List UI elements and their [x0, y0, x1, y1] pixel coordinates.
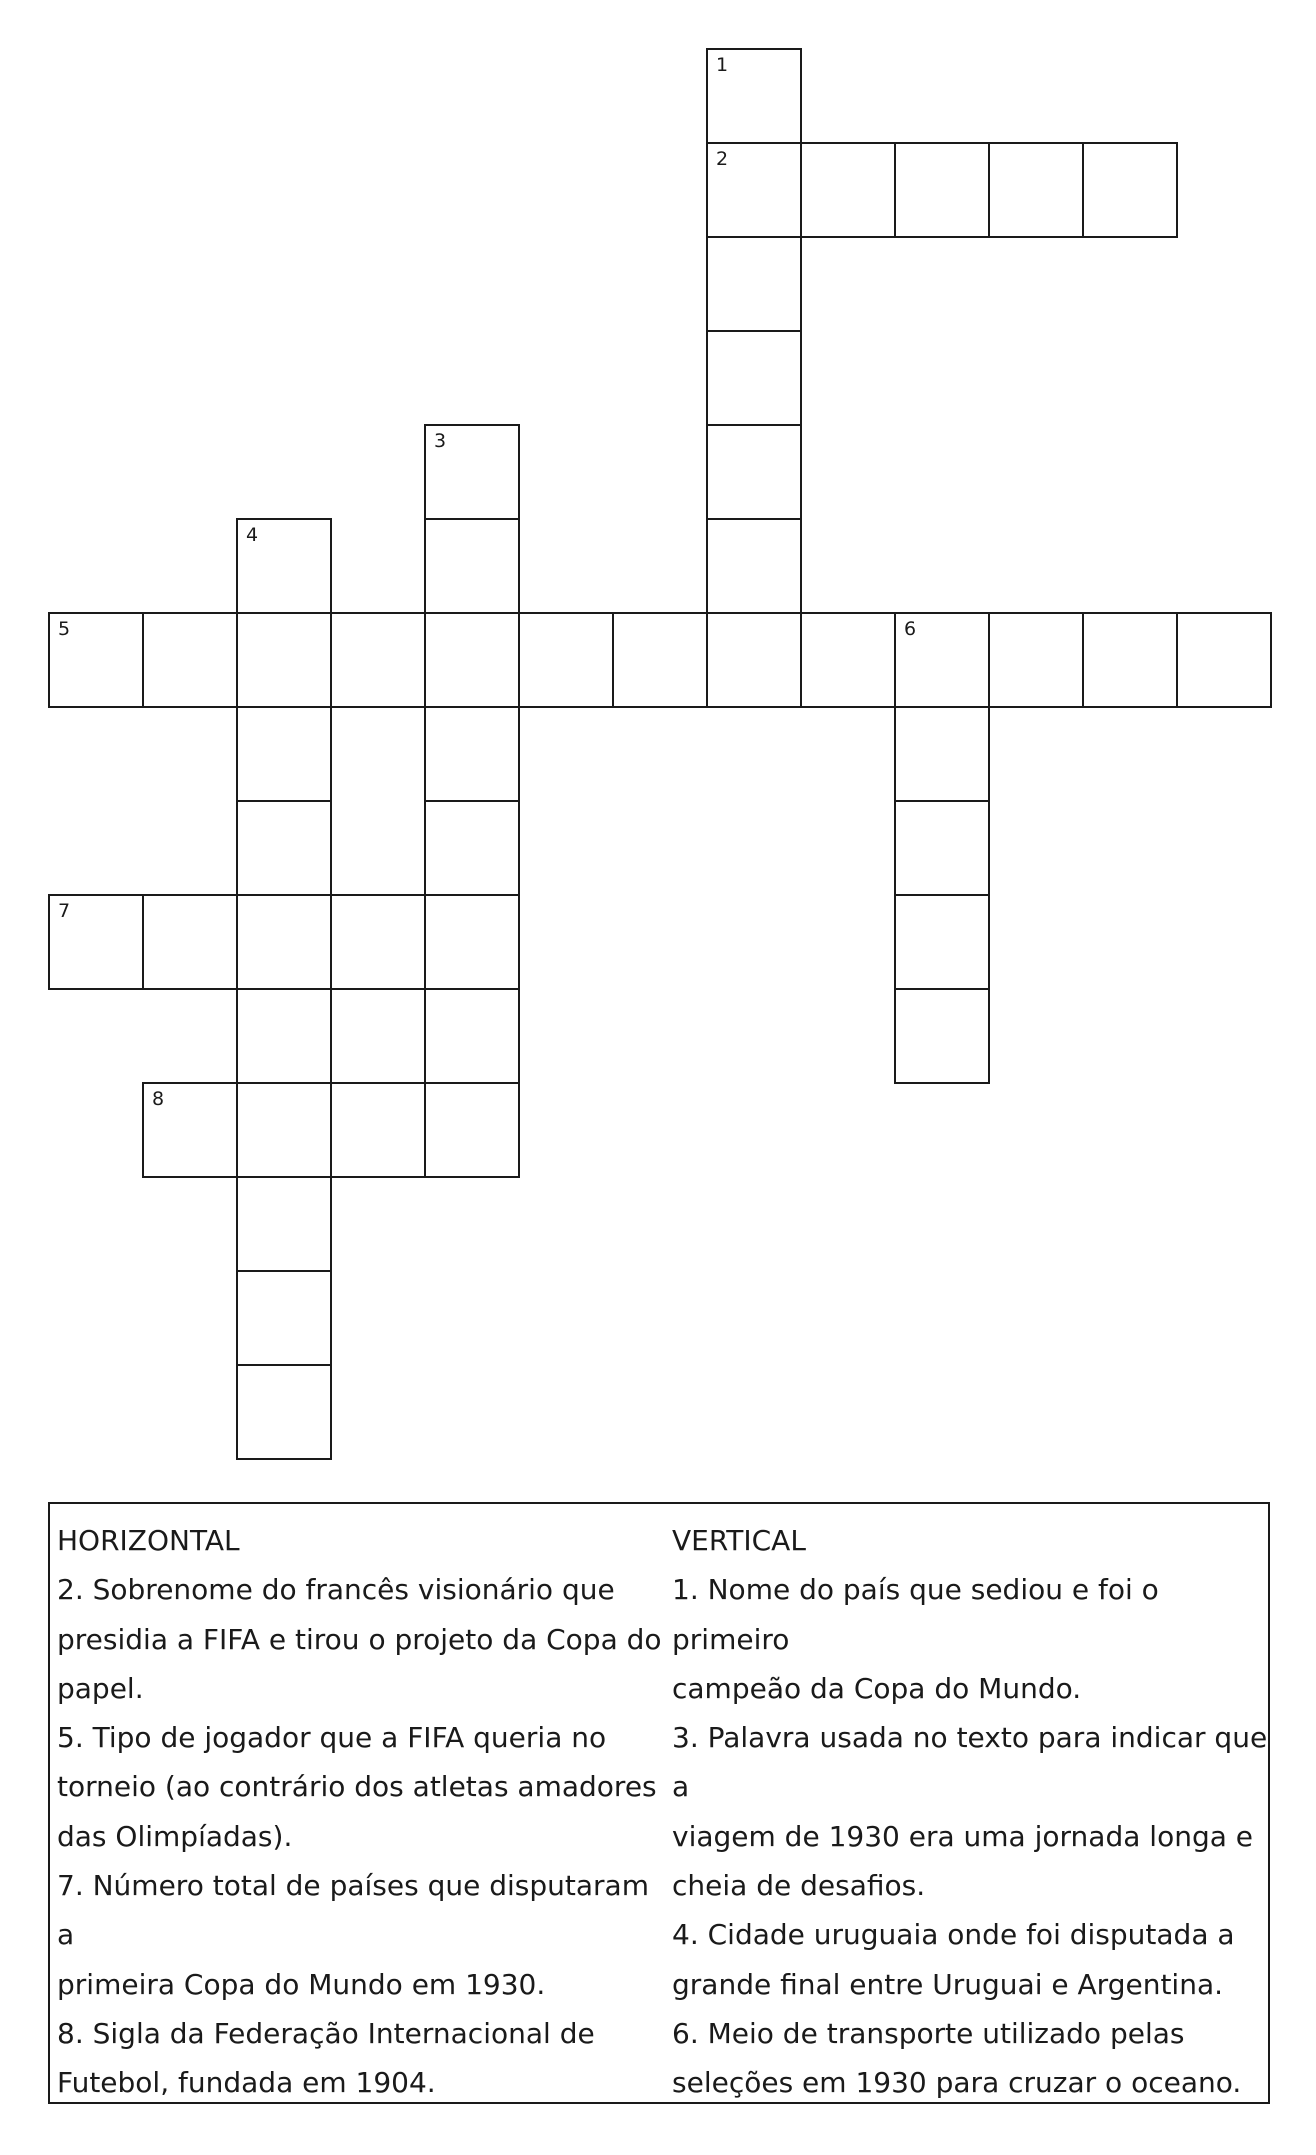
crossword-cell[interactable]	[612, 612, 708, 708]
crossword-cell[interactable]	[894, 142, 990, 238]
horizontal-heading: HORIZONTAL	[57, 1524, 240, 1557]
horizontal-clue-line: presidia a FIFA e tirou o projeto da Copa do	[57, 1622, 662, 1656]
crossword-cell[interactable]	[424, 518, 520, 614]
crossword-cell[interactable]	[48, 894, 144, 990]
vertical-clue-line: 6. Meio de transporte utilizado pelas	[672, 2016, 1185, 2050]
clue-number: 8	[152, 1088, 165, 1110]
crossword-cell[interactable]	[706, 612, 802, 708]
crossword-cell[interactable]	[894, 612, 990, 708]
crossword-cell[interactable]	[48, 612, 144, 708]
crossword-cell[interactable]	[424, 612, 520, 708]
clue-number: 6	[904, 618, 917, 640]
horizontal-clue-line: 2. Sobrenome do francês visionário que	[57, 1573, 615, 1607]
crossword-cell[interactable]	[236, 894, 332, 990]
crossword-cell[interactable]	[706, 518, 802, 614]
crossword-cell[interactable]	[894, 988, 990, 1084]
crossword-cell[interactable]	[988, 142, 1084, 238]
vertical-clue-line: seleções em 1930 para cruzar o oceano.	[672, 2066, 1242, 2100]
vertical-clue-line: 3. Palavra usada no texto para indicar que a	[672, 1721, 1268, 1804]
crossword-cell[interactable]	[800, 142, 896, 238]
crossword-cell[interactable]	[236, 1176, 332, 1272]
horizontal-clue-line: torneio (ao contrário dos atletas amadores	[57, 1770, 657, 1804]
horizontal-clues	[57, 1516, 667, 2108]
vertical-clues	[672, 1516, 1270, 2108]
clue-number: 4	[246, 524, 259, 546]
horizontal-clue-line: 7. Número total de países que disputaram a	[57, 1869, 649, 1952]
crossword-cell[interactable]	[142, 612, 238, 708]
crossword-cell[interactable]	[236, 1270, 332, 1366]
crossword-cell[interactable]	[518, 612, 614, 708]
crossword-cell[interactable]	[894, 894, 990, 990]
vertical-clue-line: viagem de 1930 era uma jornada longa e	[672, 1819, 1253, 1853]
crossword-cell[interactable]	[800, 612, 896, 708]
vertical-heading: VERTICAL	[672, 1524, 806, 1557]
crossword-cell[interactable]	[424, 894, 520, 990]
vertical-clue-line: 4. Cidade uruguaia onde foi disputada a	[672, 1918, 1235, 1952]
crossword-cell[interactable]	[424, 424, 520, 520]
crossword-cell[interactable]	[706, 142, 802, 238]
vertical-clue-line: 1. Nome do país que sediou e foi o primeiro	[672, 1573, 1159, 1656]
crossword-cell[interactable]	[330, 1082, 426, 1178]
crossword-cell[interactable]	[424, 988, 520, 1084]
crossword-cell[interactable]	[142, 1082, 238, 1178]
crossword-cell[interactable]	[236, 1364, 332, 1460]
clue-number: 3	[434, 430, 447, 452]
crossword-cell[interactable]	[424, 1082, 520, 1178]
crossword-cell[interactable]	[706, 48, 802, 144]
horizontal-clue-line: Futebol, fundada em 1904.	[57, 2066, 436, 2100]
horizontal-clue-line: das Olimpíadas).	[57, 1819, 293, 1853]
crossword-cell[interactable]	[236, 1082, 332, 1178]
clues-box	[48, 1502, 1270, 2104]
vertical-clue-line: grande final entre Uruguai e Argentina.	[672, 1967, 1224, 2001]
crossword-cell[interactable]	[1176, 612, 1272, 708]
crossword-cell[interactable]	[1082, 142, 1178, 238]
clue-number: 5	[58, 618, 71, 640]
crossword-cell[interactable]	[330, 612, 426, 708]
vertical-clue-line: campeão da Copa do Mundo.	[672, 1671, 1082, 1705]
crossword-cell[interactable]	[236, 988, 332, 1084]
horizontal-clue-line: 8. Sigla da Federação Internacional de	[57, 2016, 595, 2050]
crossword-cell[interactable]	[706, 424, 802, 520]
crossword-cell[interactable]	[330, 894, 426, 990]
crossword-cell[interactable]	[236, 706, 332, 802]
clue-number: 2	[716, 148, 729, 170]
crossword-cell[interactable]	[894, 800, 990, 896]
crossword-cell[interactable]	[424, 800, 520, 896]
crossword-cell[interactable]	[706, 236, 802, 332]
clue-number: 7	[58, 900, 71, 922]
crossword-cell[interactable]	[142, 894, 238, 990]
crossword-cell[interactable]	[236, 800, 332, 896]
crossword-cell[interactable]	[424, 706, 520, 802]
horizontal-clue-line: 5. Tipo de jogador que a FIFA queria no	[57, 1721, 607, 1755]
crossword-cell[interactable]	[706, 330, 802, 426]
crossword-cell[interactable]	[988, 612, 1084, 708]
crossword-cell[interactable]	[894, 706, 990, 802]
vertical-clue-line: cheia de desafios.	[672, 1869, 926, 1903]
horizontal-clue-line: papel.	[57, 1671, 144, 1705]
crossword-cell[interactable]	[1082, 612, 1178, 708]
horizontal-clue-line: primeira Copa do Mundo em 1930.	[57, 1967, 546, 2001]
crossword-cell[interactable]	[236, 612, 332, 708]
crossword-cell[interactable]	[236, 518, 332, 614]
clue-number: 1	[716, 54, 729, 76]
